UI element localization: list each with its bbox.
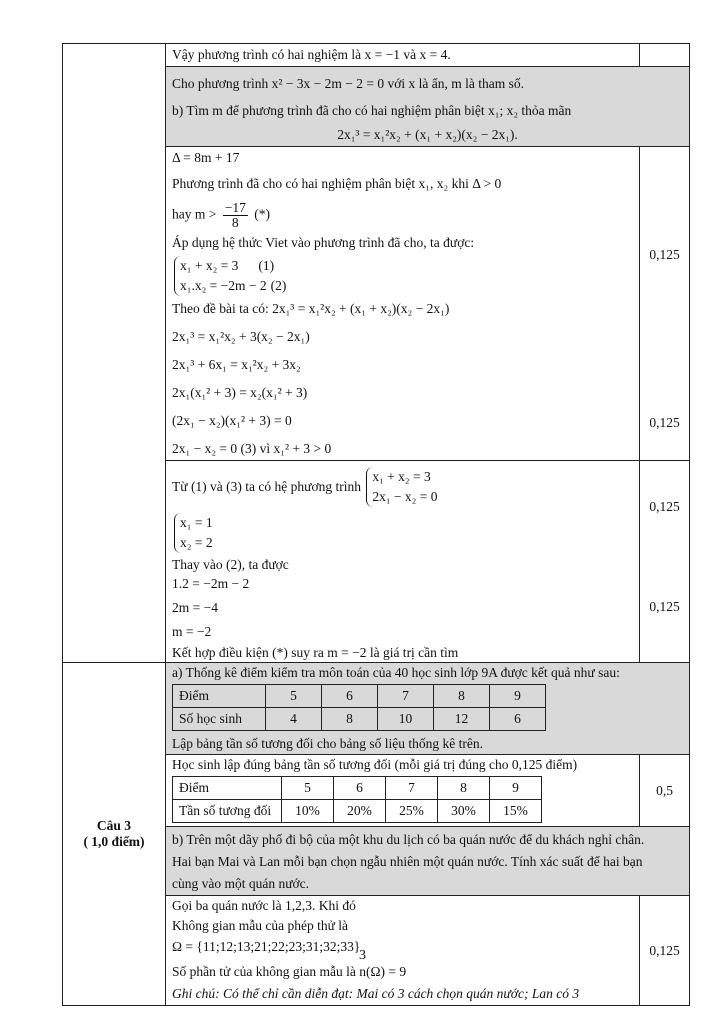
freq-score-cell: 7 xyxy=(386,777,438,800)
stats-score-cell: 7 xyxy=(378,685,434,708)
row-conclusion xyxy=(63,44,690,67)
conclusion-text: Vậy phương trình có hai nghiệm là x = −1 và x = 4. xyxy=(172,47,451,62)
problem-given: Cho phương trình x² − 3x − 2m − 2 = 0 với x là ẩn, m là tham số. xyxy=(172,76,524,91)
step-3: 2x₁(x₁² + 3) = x₂(x₁² + 3) xyxy=(172,385,308,400)
question-3-label: Câu 3 xyxy=(96,818,132,833)
row-problem-3a xyxy=(63,663,690,755)
stats-count-cell: 10 xyxy=(378,708,434,731)
substitute-eq-1: 1.2 = −2m − 2 xyxy=(172,576,250,591)
freq-score-cell: 6 xyxy=(334,777,386,800)
step-4: (2x₁ − x₂)(x₁² + 3) = 0 xyxy=(172,413,292,428)
star-mark: (*) xyxy=(254,206,270,222)
score-3: 0,5 xyxy=(656,782,673,798)
solution-system xyxy=(174,513,213,553)
solution-x2: x₂ = 2 xyxy=(180,535,213,550)
score-cell-1 xyxy=(640,147,690,461)
page-number: 3 xyxy=(359,948,366,963)
score-cell-2 xyxy=(640,461,690,663)
score-4: 0,125 xyxy=(649,942,680,958)
score-1a: 0,125 xyxy=(649,247,680,262)
freq-score-cell: 8 xyxy=(438,777,490,800)
freq-value-cell: 15% xyxy=(490,800,542,823)
freq-value-cell: 30% xyxy=(438,800,490,823)
grading-note: Ghi chú: Có thể chỉ cần diễn đạt: Mai có 3 cách chọn quán nước; Lan có 3 xyxy=(172,986,580,1001)
stats-header-label: Điểm xyxy=(173,685,266,708)
viet-eq-1-note: (1) xyxy=(258,258,275,273)
system-2-eq-1: x₁ + x₂ = 3 xyxy=(372,469,431,484)
step-1: 2x₁³ = x₁²x₂ + 3(x₂ − 2x₁) xyxy=(172,329,310,344)
hay-text: hay m > xyxy=(172,206,217,222)
fraction-line xyxy=(166,199,639,232)
freq-table xyxy=(172,776,542,823)
fraction xyxy=(223,201,248,230)
problem-task: b) Tìm m để phương trình đã cho có hai nghiệm phân biệt x₁; x₂ thỏa mãn xyxy=(172,103,572,118)
freq-value-cell: 10% xyxy=(282,800,334,823)
problem-3b-line-3: cùng vào một quán nước. xyxy=(172,876,310,891)
given-eq-line: Theo đề bài ta có: 2x₁³ = x₁²x₂ + (x₁ + x₂)(x₂ − 2x₁) xyxy=(172,301,450,316)
system-2 xyxy=(366,467,437,507)
freq-value-cell: 25% xyxy=(386,800,438,823)
problem-3b-line-1: b) Trên một dãy phố đi bộ của một khu du lịch có ba quán nước để du khách nghỉ chân. xyxy=(172,832,645,847)
score-2a: 0,125 xyxy=(649,499,680,514)
substitute-eq-2: 2m = −4 xyxy=(172,600,218,615)
freq-row-score xyxy=(173,777,542,800)
freq-value-label: Tần số tương đối xyxy=(173,800,282,823)
stats-score-cell: 5 xyxy=(266,685,322,708)
viet-system-line xyxy=(166,254,639,298)
stats-table xyxy=(172,684,546,731)
system-intro-line xyxy=(166,465,639,509)
stats-count-cell: 8 xyxy=(322,708,378,731)
viet-system xyxy=(174,256,331,296)
substitute-line: Thay vào (2), ta được xyxy=(172,557,289,572)
substitute-eq-3: m = −2 xyxy=(172,624,212,639)
viet-eq-2-note: (2) xyxy=(270,278,287,293)
viet-line: Áp dụng hệ thức Viet vào phương trình đã cho, ta được: xyxy=(172,235,475,250)
freq-score-cell: 5 xyxy=(282,777,334,800)
system-2-eq-2: 2x₁ − x₂ = 0 xyxy=(372,489,438,504)
stats-score-cell: 6 xyxy=(322,685,378,708)
condition-line: Phương trình đã cho có hai nghiệm phân biệt x₁, x₂ khi Δ > 0 xyxy=(172,176,502,191)
problem-condition: 2x₁³ = x₁²x₂ + (x₁ + x₂)(x₂ − 2x₁). xyxy=(337,127,518,142)
stats-count-label: Số học sinh xyxy=(173,708,266,731)
question-3-points: ( 1,0 điểm) xyxy=(83,834,145,849)
solution-system-line xyxy=(166,511,639,555)
stats-count-cell: 4 xyxy=(266,708,322,731)
freq-intro: Học sinh lập đúng bảng tần số tương đối (mỗi giá trị đúng cho 0,125 điểm) xyxy=(172,757,578,772)
answer-3b-line-1: Gọi ba quán nước là 1,2,3. Khi đó xyxy=(172,898,356,913)
stats-score-cell: 8 xyxy=(434,685,490,708)
stats-task: Lập bảng tần số tương đối cho bảng số liệu thống kê trên. xyxy=(172,736,484,751)
answer-3b-line-2: Không gian mẫu của phép thử là xyxy=(172,918,349,933)
system-intro-text: Từ (1) và (3) ta có hệ phương trình xyxy=(172,479,361,494)
problem-3b-line-2: Hai bạn Mai và Lan mỗi bạn chọn ngẫu nhiên một quán nước. Tính xác suất để hai bạn xyxy=(172,854,643,869)
score-2b: 0,125 xyxy=(649,599,680,614)
stats-intro: a) Thống kê điểm kiểm tra môn toán của 40 học sinh lớp 9A được kết quả như sau: xyxy=(172,665,620,680)
viet-eq-1: x₁ + x₂ = 3 xyxy=(180,258,239,273)
score-cell-3 xyxy=(640,755,690,827)
fraction-denominator: 8 xyxy=(231,215,239,230)
freq-value-cell: 20% xyxy=(334,800,386,823)
answer-table xyxy=(62,43,690,1006)
sample-space-count: Số phần tử của không gian mẫu là n(Ω) = 9 xyxy=(172,964,407,979)
delta-line: Δ = 8m + 17 xyxy=(172,150,240,165)
stats-row-count xyxy=(173,708,546,731)
final-conclusion: Kết hợp điều kiện (*) suy ra m = −2 là giá trị cần tìm xyxy=(172,645,459,660)
stats-count-cell: 6 xyxy=(490,708,546,731)
stats-score-cell: 9 xyxy=(490,685,546,708)
solution-x1: x₁ = 1 xyxy=(180,515,213,530)
freq-row-value xyxy=(173,800,542,823)
stats-count-cell: 12 xyxy=(434,708,490,731)
viet-eq-2: x₁.x₂ = −2m − 2 xyxy=(180,278,267,293)
freq-header-label: Điểm xyxy=(173,777,282,800)
sample-space: Ω = {11;12;13;21;22;23;31;32;33} xyxy=(172,939,361,954)
fraction-numerator: −17 xyxy=(224,200,246,215)
step-5: 2x₁ − x₂ = 0 (3) vì x₁² + 3 > 0 xyxy=(172,441,332,456)
freq-score-cell: 9 xyxy=(490,777,542,800)
step-2: 2x₁³ + 6x₁ = x₁²x₂ + 3x₂ xyxy=(172,357,301,372)
question-cell-empty xyxy=(63,44,166,663)
score-1b: 0,125 xyxy=(649,415,680,430)
stats-row-score xyxy=(173,685,546,708)
